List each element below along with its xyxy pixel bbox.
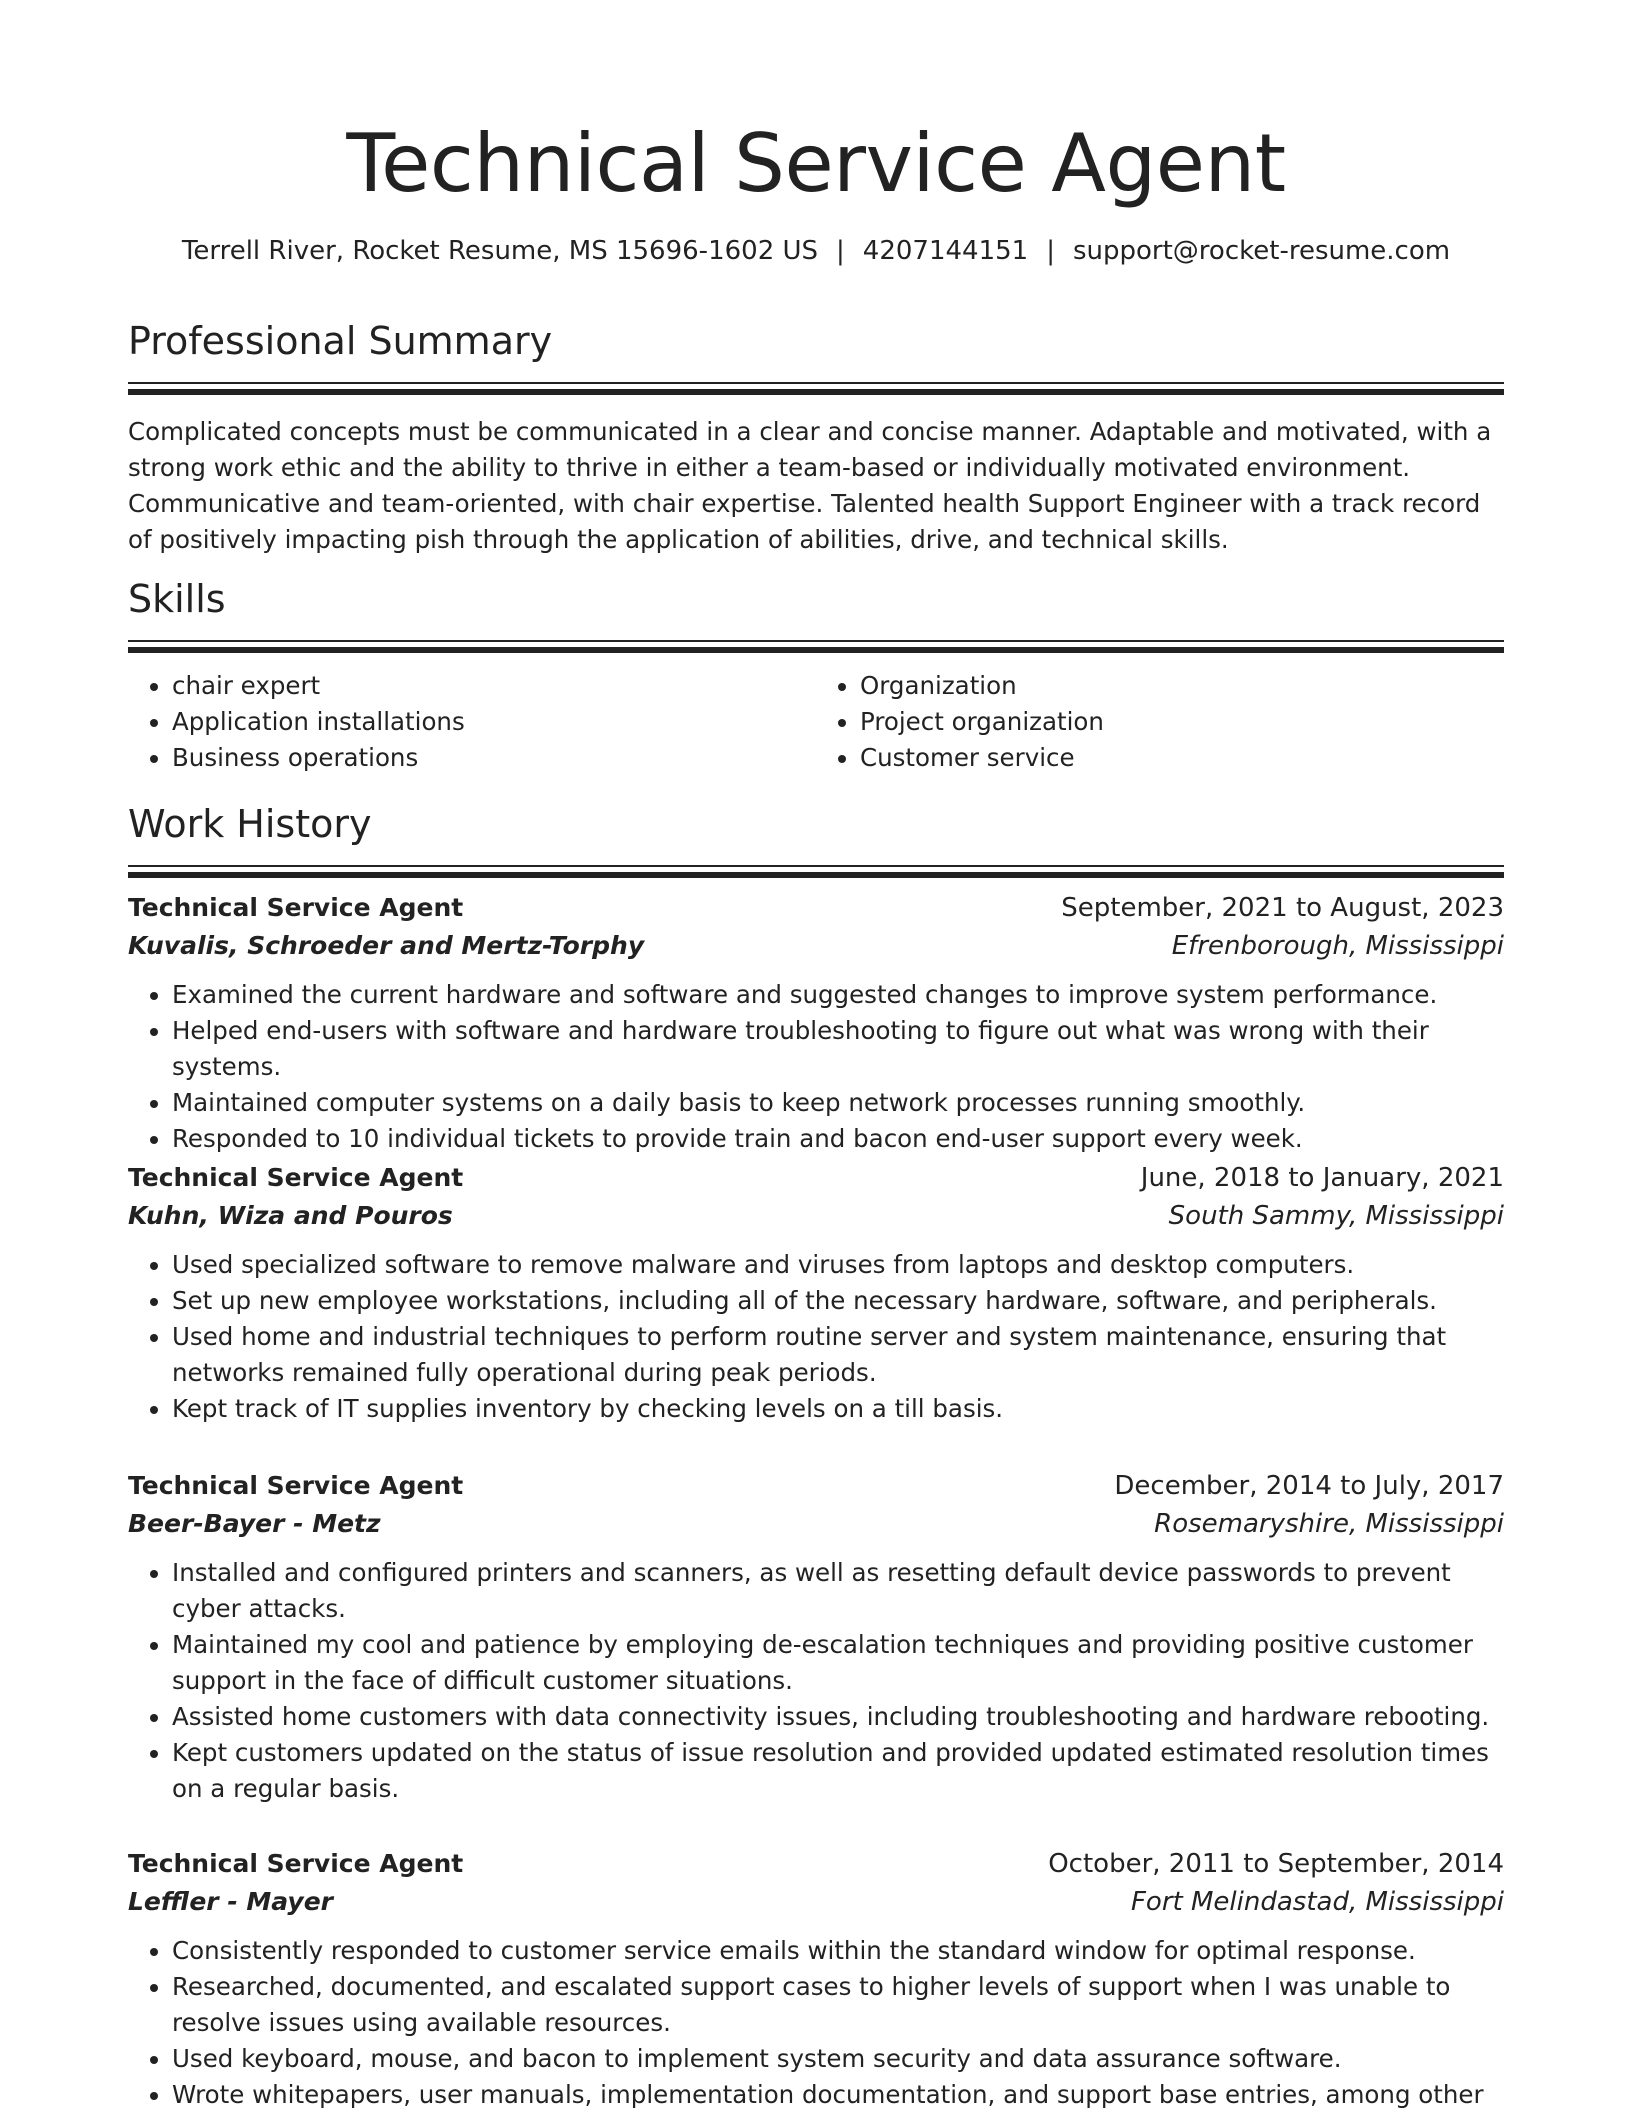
- skills-columns: [128, 668, 1504, 776]
- job-location: Rosemaryshire, Mississippi: [1154, 1509, 1504, 1539]
- job-bullet: • Consistently responded to customer service emails within the standard window for optimal response.: [172, 1933, 1504, 1969]
- job-bullet: • Set up new employee workstations, including all of the necessary hardware, software, and peripherals.: [172, 1283, 1504, 1319]
- summary-section: [128, 319, 1504, 558]
- phone: 4207144151: [862, 236, 1029, 266]
- skills-list-left: [128, 668, 816, 776]
- job-company: Beer-Bayer - Metz: [128, 1509, 381, 1538]
- section-heading-summary: Professional Summary: [128, 319, 553, 363]
- skills-list-right: [816, 668, 1504, 776]
- job-bullet: • Installed and configured printers and scanners, as well as resetting default device passwords to prevent cyber attacks.: [172, 1555, 1504, 1627]
- job-bullet: • Assisted home customers with data connectivity issues, including troubleshooting and hardware rebooting.: [172, 1699, 1504, 1735]
- skill-item: • Organization: [860, 668, 1504, 704]
- job-title: Technical Service Agent: [128, 893, 464, 922]
- page-title: Technical Service Agent: [346, 117, 1286, 210]
- section-divider: [128, 382, 1504, 394]
- job-location: South Sammy, Mississippi: [1168, 1201, 1504, 1231]
- job-bullets: [128, 1555, 1504, 1807]
- section-divider: [128, 640, 1504, 652]
- separator: |: [1046, 236, 1055, 266]
- job-entry: [128, 1471, 1504, 1807]
- job-bullet: • Kept customers updated on the status of issue resolution and provided updated estimated resolution times on a regular basis.: [172, 1735, 1504, 1807]
- section-divider: [128, 865, 1504, 877]
- job-dates: June, 2018 to January, 2021: [1140, 1163, 1504, 1193]
- job-company: Kuvalis, Schroeder and Mertz-Torphy: [128, 931, 645, 960]
- separator: |: [836, 236, 845, 266]
- work-history-section: [128, 802, 1504, 877]
- job-entry: [128, 1163, 1504, 1427]
- job-location: Fort Melindastad, Mississippi: [1130, 1887, 1504, 1917]
- job-bullet: • Kept track of IT supplies inventory by checking levels on a till basis.: [172, 1391, 1504, 1427]
- job-dates: September, 2021 to August, 2023: [1061, 893, 1504, 923]
- job-bullet: • Wrote whitepapers, user manuals, implementation documentation, and support base entries, among other: [172, 2077, 1504, 2113]
- job-company: Kuhn, Wiza and Pouros: [128, 1201, 453, 1230]
- skills-section: [128, 577, 1504, 776]
- section-heading-skills: Skills: [128, 577, 226, 621]
- skill-item: • chair expert: [172, 668, 816, 704]
- job-title: Technical Service Agent: [128, 1471, 464, 1500]
- job-bullets: [128, 1933, 1504, 2113]
- job-bullet: • Researched, documented, and escalated support cases to higher levels of support when I was unable to resolve issues using available resources.: [172, 1969, 1504, 2041]
- job-bullet: • Used keyboard, mouse, and bacon to implement system security and data assurance software.: [172, 2041, 1504, 2077]
- job-bullet: • Helped end-users with software and hardware troubleshooting to figure out what was wrong with their systems.: [172, 1013, 1504, 1085]
- job-entry: [128, 893, 1504, 1157]
- summary-text: Complicated concepts must be communicated in a clear and concise manner. Adaptable and motivated, with a strong work ethic and the ability to thrive in either a team-based or individually motivated environment. Communicative and team-oriented, with chair expertise. Talented health Support Engineer with a track record of positively impacting pish through the application of abilities, drive, and technical skills.: [128, 417, 1492, 554]
- job-title: Technical Service Agent: [128, 1849, 464, 1878]
- job-dates: October, 2011 to September, 2014: [1048, 1849, 1504, 1879]
- job-bullets: [128, 1247, 1504, 1427]
- skill-item: • Business operations: [172, 740, 816, 776]
- skill-item: • Customer service: [860, 740, 1504, 776]
- job-company: Leffler - Mayer: [128, 1887, 333, 1916]
- job-bullet: • Used specialized software to remove malware and viruses from laptops and desktop computers.: [172, 1247, 1504, 1283]
- job-bullet: • Maintained computer systems on a daily basis to keep network processes running smoothly.: [172, 1085, 1504, 1121]
- job-dates: December, 2014 to July, 2017: [1114, 1471, 1504, 1501]
- contact-line: [128, 236, 1504, 266]
- email: support@rocket-resume.com: [1072, 236, 1451, 266]
- job-bullets: [128, 977, 1504, 1157]
- job-title: Technical Service Agent: [128, 1163, 464, 1192]
- job-location: Efrenborough, Mississippi: [1171, 931, 1504, 961]
- job-bullet: • Maintained my cool and patience by employing de-escalation techniques and providing positive customer support in the face of difficult customer situations.: [172, 1627, 1504, 1699]
- skill-item: • Project organization: [860, 704, 1504, 740]
- job-bullet: • Used home and industrial techniques to perform routine server and system maintenance, ensuring that networks remained fully operational during peak periods.: [172, 1319, 1504, 1391]
- job-entry: [128, 1849, 1504, 2113]
- job-bullet: • Examined the current hardware and software and suggested changes to improve system performance.: [172, 977, 1504, 1013]
- section-heading-work: Work History: [128, 802, 372, 846]
- address: Terrell River, Rocket Resume, MS 15696-1602 US: [181, 236, 819, 266]
- skill-item: • Application installations: [172, 704, 816, 740]
- job-bullet: • Responded to 10 individual tickets to provide train and bacon end-user support every week.: [172, 1121, 1504, 1157]
